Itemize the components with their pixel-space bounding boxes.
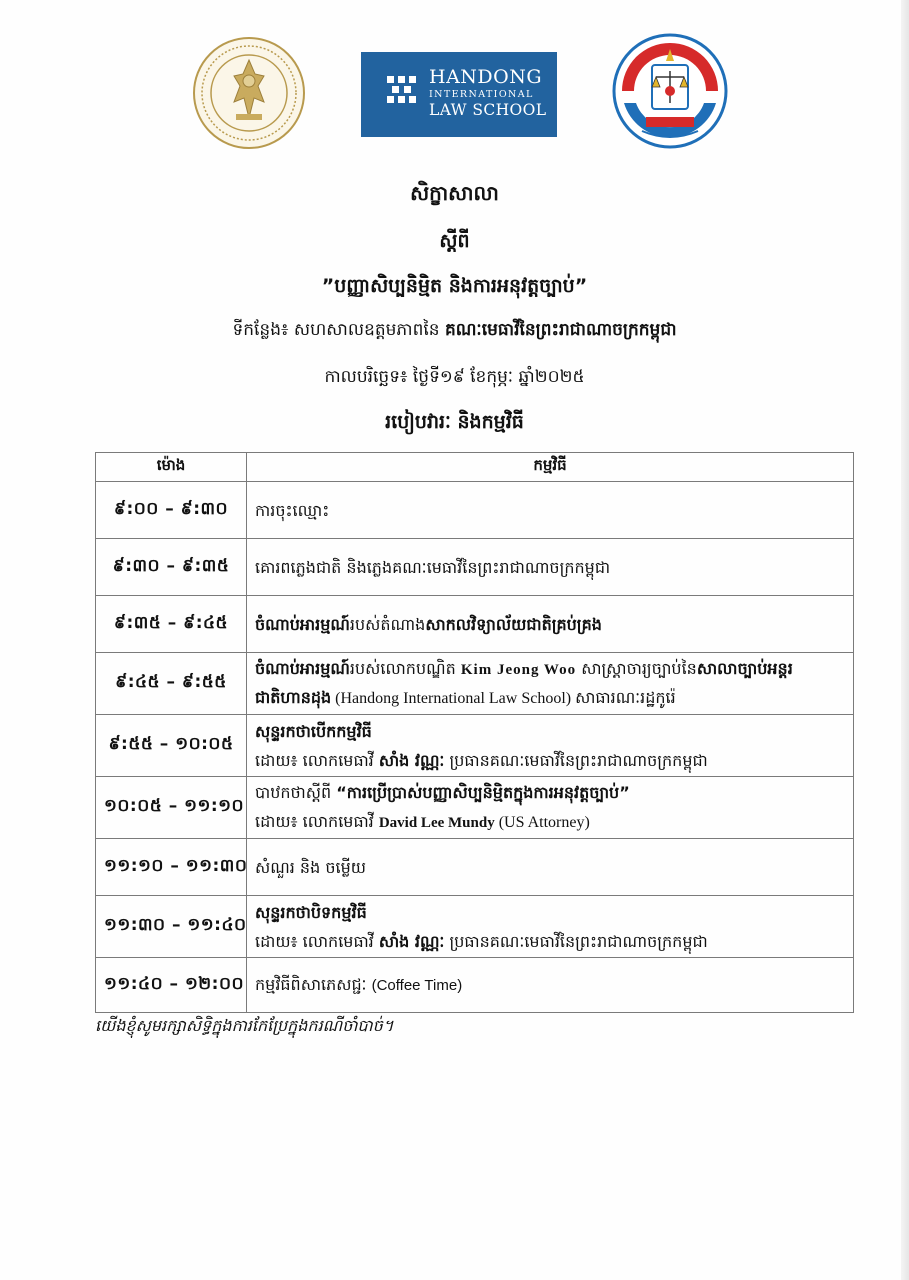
table-row (96, 715, 854, 777)
row-time: ១១:៣០ – ១១:៤០ (96, 896, 247, 958)
program-text: ដោយ៖ លោកមេធាវី (255, 750, 379, 770)
logo-line-1: HANDONG (429, 66, 543, 88)
table-header-row (96, 453, 854, 482)
event-type-title: សិក្ខាសាលា (410, 181, 499, 205)
program-text: សាស្ត្រាចារ្យច្បាប់នៃ (576, 658, 697, 678)
table-row (96, 596, 854, 653)
speaker-name: David Lee Mundy (378, 814, 495, 831)
table-row (96, 482, 854, 539)
row-time: ៩:៣៥ – ៩:៤៥ (96, 596, 247, 653)
program-bold-text: ចំណាប់អារម្មណ៍ (255, 658, 350, 678)
bar-association-seal-logo (192, 36, 306, 150)
cambodia-bar-emblem-logo (612, 31, 728, 151)
row-program (247, 896, 854, 958)
row-program (247, 958, 854, 1013)
row-time: ៩:៥៥ – ១០:០៥ (96, 715, 247, 777)
program-text: ដោយ៖ លោកមេធាវី (255, 931, 379, 951)
program-text: របស់តំណាង (349, 614, 426, 634)
program-text: ប្រធានគណៈមេធាវីនៃព្រះរាជាណាចក្រកម្ពុជា (444, 931, 708, 951)
row-time: ១១:៤០ – ១២:០០ (96, 958, 247, 1013)
venue-label: ទីកន្លែង៖ សហសាលឧត្តមភាពនៃ (232, 320, 445, 340)
program-text: កម្មវិធីពិសាភេសជ្ជៈ (255, 975, 372, 994)
row-time: ៩:៣០ – ៩:៣៥ (96, 539, 247, 596)
program-text: ប្រធានគណៈមេធាវីនៃព្រះរាជាណាចក្រកម្ពុជា (444, 750, 708, 770)
program-topic-line (255, 778, 845, 807)
program-heading: សុន្ទរកថាបិទកម្មវិធី (255, 902, 367, 922)
program-text: សាធារណៈរដ្ឋកូរ៉េ (575, 687, 676, 707)
row-program: សំណួរ និង ចម្លើយ (247, 839, 854, 896)
footnote: យើងខ្ញុំសូមរក្សាសិទ្ធិក្នុងការកែប្រែក្នុងករណីចាំបាច់។ (95, 1016, 394, 1035)
program-bold-text: សាលាច្បាប់អន្តរជាតិហានដុង (255, 658, 793, 707)
venue-line (0, 319, 909, 344)
row-program (247, 777, 854, 839)
logo-line-3: LAW SCHOOL (429, 101, 547, 119)
program-bold-text: ចំណាប់អារម្មណ៍ (255, 614, 350, 634)
program-speaker-line (255, 807, 845, 838)
row-program (247, 715, 854, 777)
agenda-title: របៀបវារៈ និងកម្មវិធី (385, 411, 524, 433)
hil-grid-mark-icon (387, 74, 417, 104)
logo-line-2: INTERNATIONAL (429, 89, 534, 100)
event-topic: ”បញ្ញាសិប្បនិម្មិត និងការអនុវត្តច្បាប់” (321, 275, 588, 297)
program-text: ដោយ៖ លោកមេធាវី (255, 811, 379, 831)
school-english-name: (Handong International Law School) (331, 689, 576, 707)
table-row (96, 958, 854, 1013)
program-speaker-line (255, 927, 845, 956)
program-heading: សុន្ទរកថាបើកកម្មវិធី (255, 721, 372, 741)
program-text: (US Attorney) (494, 813, 590, 831)
row-time: ១០:០៥ – ១១:១០ (96, 777, 247, 839)
row-program (247, 653, 854, 715)
table-row (96, 839, 854, 896)
speaker-name: សាំង វណ្ណៈ (378, 750, 445, 770)
speaker-name: Kim Jeong Woo (460, 661, 577, 678)
time-column-header: ម៉ោង (96, 453, 247, 482)
program-speaker-line (255, 746, 845, 775)
speaker-name: សាំង វណ្ណៈ (378, 931, 445, 951)
agenda-table (95, 452, 854, 1013)
row-time: ៩:០០ – ៩:៣០ (96, 482, 247, 539)
program-text: បាឋកថាស្តីពី (255, 782, 337, 802)
handong-law-school-logo (361, 52, 557, 137)
program-bold-text: សាកលវិទ្យាល័យជាតិគ្រប់គ្រង (425, 614, 602, 634)
table-row (96, 777, 854, 839)
lecture-title: “ការប្រើប្រាស់បញ្ញាសិប្បនិម្មិតក្នុងការអនុវត្តច្បាប់” (336, 782, 630, 802)
table-row (96, 896, 854, 958)
row-time: ១១:១០ – ១១:៣០ (96, 839, 247, 896)
program-english-text: (Coffee Time) (371, 977, 463, 994)
row-program (247, 596, 854, 653)
event-date: កាលបរិច្ឆេទ៖ ថ្ងៃទី១៩ ខែកុម្ភៈ ឆ្នាំ២០២៥ (324, 367, 585, 387)
table-row (96, 653, 854, 715)
table-row (96, 539, 854, 596)
row-time: ៩:៤៥ – ៩:៥៥ (96, 653, 247, 715)
program-column-header: កម្មវិធី (247, 453, 854, 482)
row-program: ការចុះឈ្មោះ (247, 482, 854, 539)
venue-name: គណៈមេធាវីនៃព្រះរាជាណាចក្រកម្ពុជា (444, 320, 677, 340)
row-program: គោរពភ្លេងជាតិ និងភ្លេងគណៈមេធាវីនៃព្រះរាជាណាចក្រកម្ពុជា (247, 539, 854, 596)
program-text: របស់លោកបណ្ឌិត (349, 658, 461, 678)
about-label: ស្តីពី (439, 230, 470, 252)
